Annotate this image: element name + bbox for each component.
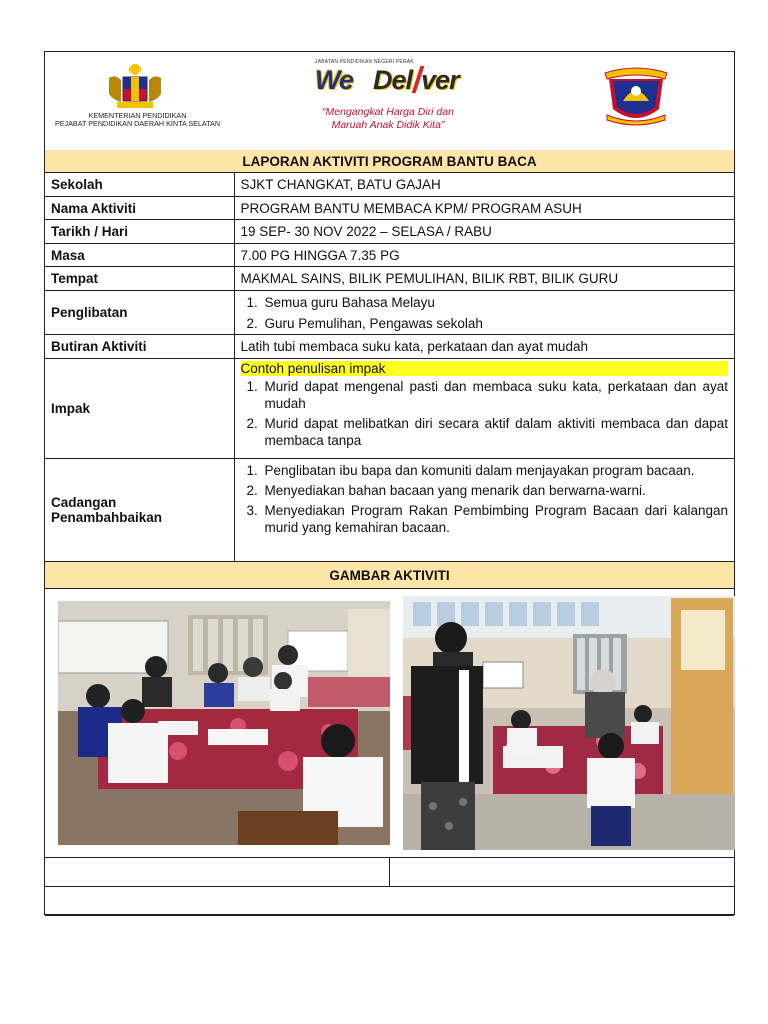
ministry-line-1: KEMENTERIAN PENDIDIKAN xyxy=(88,111,187,120)
value-cadangan xyxy=(234,459,734,562)
list-item: 2. Menyediakan bahan bacaan yang menarik dan berwarna-warni. xyxy=(262,482,729,499)
label-cadangan-line-2: Penambahbaikan xyxy=(51,510,163,525)
photo-gallery xyxy=(45,589,734,858)
motto-line-1: “Mengangkat Harga Diri dan xyxy=(322,106,454,118)
list-item: 1. Murid dapat mengenal pasti dan membaca suku kata, perkataan dan ayat mudah xyxy=(262,378,729,412)
motto xyxy=(303,106,473,132)
activity-photo-1 xyxy=(58,601,390,845)
label-tempat: Tempat xyxy=(45,267,234,291)
logo-part-del: Del xyxy=(373,65,413,95)
report-frame xyxy=(44,51,735,915)
report-table xyxy=(45,150,734,916)
label-masa: Masa xyxy=(45,244,234,267)
label-cadangan xyxy=(45,459,234,562)
caption-cell-1 xyxy=(45,858,390,886)
we-deliver-logo xyxy=(313,65,463,99)
label-penglibatan: Penglibatan xyxy=(45,291,234,335)
caption-cell-2 xyxy=(390,858,734,886)
list-item: 1. Semua guru Bahasa Melayu xyxy=(262,292,729,313)
value-nama-aktiviti: PROGRAM BANTU MEMBACA KPM/ PROGRAM ASUH xyxy=(234,197,734,220)
value-impak xyxy=(234,359,734,459)
value-penglibatan xyxy=(234,291,734,335)
caption-row xyxy=(45,858,734,887)
value-tempat: MAKMAL SAINS, BILIK PEMULIHAN, BILIK RBT, BILIK GURU xyxy=(234,267,734,291)
label-sekolah: Sekolah xyxy=(45,173,234,197)
letterhead xyxy=(45,52,734,151)
label-impak: Impak xyxy=(45,359,234,459)
we-deliver-word-we: We xyxy=(315,65,354,95)
report-title: LAPORAN AKTIVITI PROGRAM BANTU BACA xyxy=(45,150,734,173)
label-tarikh-hari: Tarikh / Hari xyxy=(45,220,234,244)
we-deliver-tagline: JABATAN PENDIDIKAN NEGERI PERAK xyxy=(315,59,414,65)
list-item: 2. Murid dapat melibatkan diri secara aktif dalam aktiviti membaca dan dapat membaca tanpa xyxy=(262,415,729,449)
impak-example-highlight: Contoh penulisan impak xyxy=(241,361,729,376)
footer-row xyxy=(45,887,734,916)
list-item: 3. Menyediakan Program Rakan Pembimbing Program Bacaan dari kalangan murid yang kemahiran bacaan. xyxy=(262,502,729,536)
ministry-name xyxy=(45,112,230,128)
motto-line-2: Maruah Anak Didik Kita” xyxy=(331,119,445,131)
value-sekolah: SJKT CHANGKAT, BATU GAJAH xyxy=(234,173,734,197)
logo-part-ver: ver xyxy=(421,65,459,95)
ministry-line-2: PEJABAT PENDIDIKAN DAERAH KINTA SELATAN xyxy=(54,119,221,128)
value-masa: 7.00 PG HINGGA 7.35 PG xyxy=(234,244,734,267)
activity-photo-2 xyxy=(403,596,735,850)
value-butiran-aktiviti: Latih tubi membaca suku kata, perkataan dan ayat mudah xyxy=(234,335,734,359)
list-item: 2. Guru Pemulihan, Pengawas sekolah xyxy=(262,313,729,334)
label-cadangan-line-1: Cadangan xyxy=(51,495,117,510)
school-crest-icon xyxy=(599,65,673,127)
value-tarikh-hari: 19 SEP- 30 NOV 2022 – SELASA / RABU xyxy=(234,220,734,244)
malaysia-coat-of-arms-icon xyxy=(105,62,165,112)
gallery-title: GAMBAR AKTIVITI xyxy=(45,562,734,589)
list-item: 1. Penglibatan ibu bapa dan komuniti dalam menjayakan program bacaan. xyxy=(262,462,729,479)
label-nama-aktiviti: Nama Aktiviti xyxy=(45,197,234,220)
label-butiran-aktiviti: Butiran Aktiviti xyxy=(45,335,234,359)
